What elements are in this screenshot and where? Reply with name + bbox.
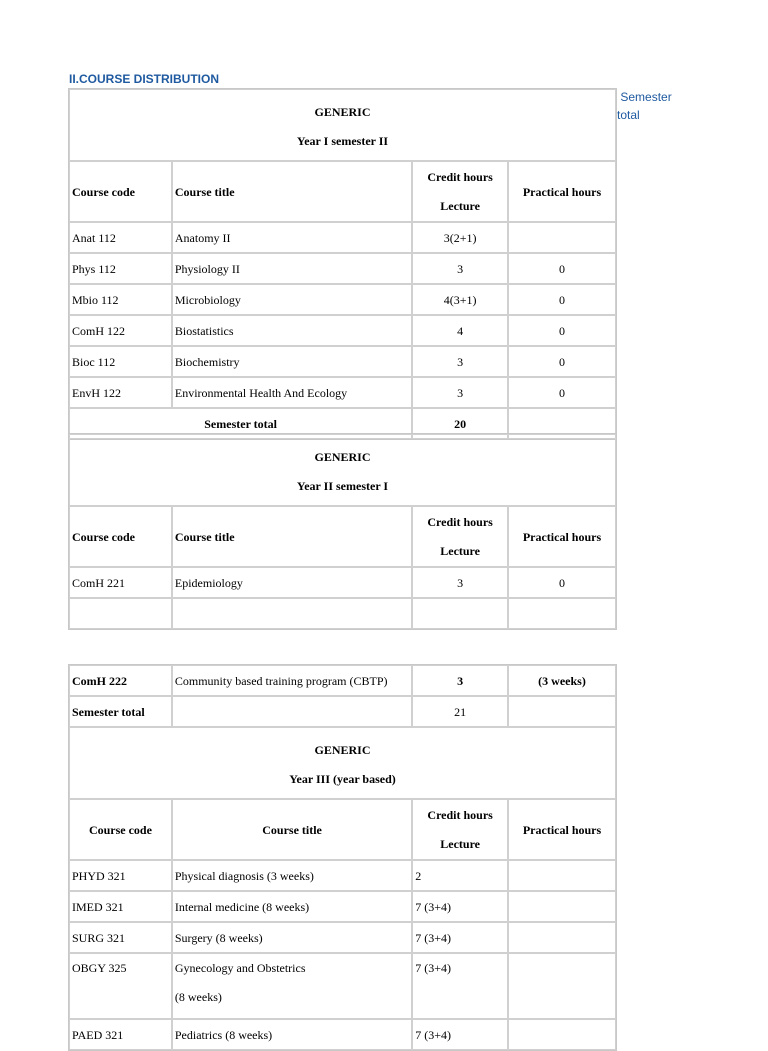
table-header: GENERIC Year III (year based) <box>69 727 616 799</box>
col-course-code: Course code <box>69 506 172 567</box>
semester-total-row: Semester total 21 <box>69 696 616 727</box>
table-row: OBGY 325 Gynecology and Obstetrics (8 weeks) 7 (3+4) <box>69 953 616 1019</box>
page-lower <box>0 660 768 1042</box>
table-row: PAED 321 Pediatrics (8 weeks) 7 (3+4) <box>69 1019 616 1050</box>
col-practical-hours: Practical hours <box>508 161 616 222</box>
table-row: Bioc 112 Biochemistry 3 0 <box>69 346 616 377</box>
table-row <box>69 598 616 629</box>
col-credit-hours: Credit hours Lecture <box>412 161 508 222</box>
table-row: ComH 122 Biostatistics 4 0 <box>69 315 616 346</box>
table-row: ComH 221 Epidemiology 3 0 <box>69 567 616 598</box>
table-row: Phys 112 Physiology II 3 0 <box>69 253 616 284</box>
table-row: EnvH 122 Environmental Health And Ecology 3 0 <box>69 377 616 408</box>
col-course-code: Course code <box>69 161 172 222</box>
table-row: Anat 112 Anatomy II 3(2+1) <box>69 222 616 253</box>
table-row: IMED 321 Internal medicine (8 weeks) 7 (3+4) <box>69 891 616 922</box>
semester-total-note: Semester total <box>617 90 672 122</box>
col-course-title: Course title <box>172 799 412 860</box>
course-table-year1 <box>68 88 617 440</box>
col-course-code: Course code <box>69 799 172 860</box>
section-heading: II.COURSE DISTRIBUTION <box>69 72 220 86</box>
semester-total-row: Semester total 20 <box>69 408 616 439</box>
col-course-title: Course title <box>172 506 412 567</box>
col-practical-hours: Practical hours <box>508 506 616 567</box>
table-row: ComH 222 Community based training program (CBTP) 3 (3 weeks) <box>69 665 616 696</box>
col-credit-hours: Credit hours Lecture <box>412 506 508 567</box>
course-table-year2-cont <box>68 664 617 1051</box>
table-header: GENERIC Year I semester II <box>69 89 616 161</box>
table-header: GENERIC Year II semester I <box>69 434 616 506</box>
col-practical-hours: Practical hours <box>508 799 616 860</box>
col-course-title: Course title <box>172 161 412 222</box>
table-row: Mbio 112 Microbiology 4(3+1) 0 <box>69 284 616 315</box>
course-table-year2 <box>68 433 617 630</box>
col-credit-hours: Credit hours Lecture <box>412 799 508 860</box>
table-row: PHYD 321 Physical diagnosis (3 weeks) 2 <box>69 860 616 891</box>
table-row: SURG 321 Surgery (8 weeks) 7 (3+4) <box>69 922 616 953</box>
